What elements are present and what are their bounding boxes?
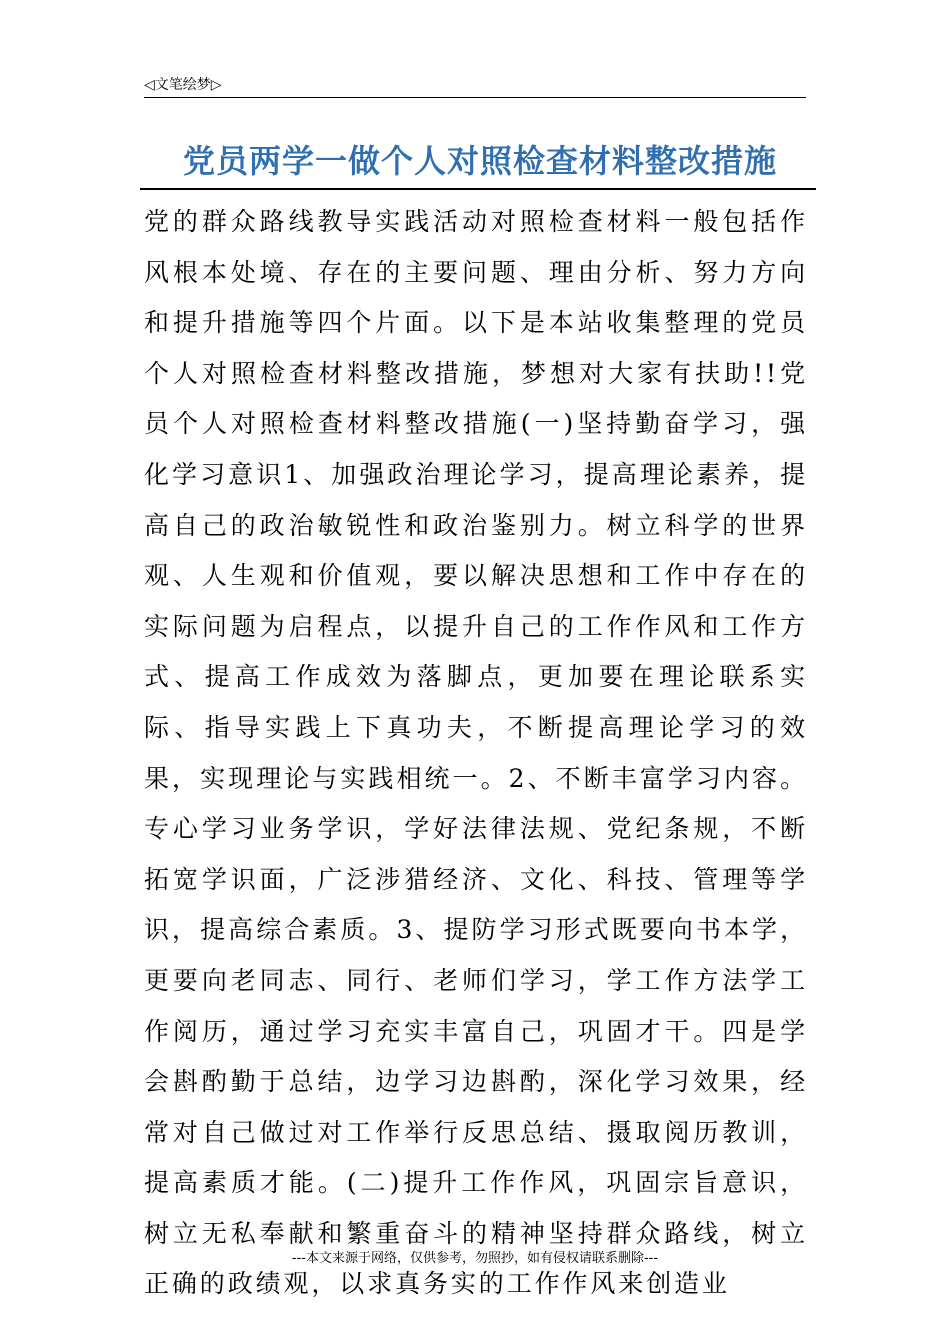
document-body: 党的群众路线教导实践活动对照检查材料一般包括作风根本处境、存在的主要问题、理由分析、努力方向和提升措施等四个片面。以下是本站收集整理的党员个人对照检查材料整改措施，梦想对大家有扶助!!党员个人对照检查材料整改措施(一)坚持勤奋学习，强化学习意识1、加强政治理论学习，提高理论素养，提高自己的政治敏锐性和政治鉴别力。树立科学的世界观、人生观和价值观，要以解决思想和工作中存在的实际问题为启程点，以提升自己的工作作风和工作方式、提高工作成效为落脚点，更加要在理论联系实际、指导实践上下真功夫，不断提高理论学习的效果，实现理论与实践相统一。2、不断丰富学习内容。专心学习业务学识，学好法律法规、党纪条规，不断拓宽学识面，广泛涉猎经济、文化、科技、管理等学识，提高综合素质。3、提防学习形式既要向书本学，更要向老同志、同行、老师们学习，学工作方法学工作阅历，通过学习充实丰富自己，巩固才干。四是学会斟酌勤于总结，边学习边斟酌，深化学习效果，经常对自己做过对工作举行反思总结、摄取阅历教训，提高素质才能。(二)提升工作作风，巩固宗旨意识，树立无私奉献和繁重奋斗的精神坚持群众路线，树立正确的政绩观，以求真务实的工作作风来创造业: [144, 207, 808, 1299]
header-brand: ◁文笔绘梦▷: [144, 77, 222, 93]
header-divider: [144, 97, 806, 98]
document-title: 党员两学一做个人对照检查材料整改措施: [182, 142, 777, 180]
footer-disclaimer: ---本文来源于网络，仅供参考，勿照抄，如有侵权请联系删除---: [291, 1251, 659, 1266]
title-divider: [140, 188, 816, 190]
